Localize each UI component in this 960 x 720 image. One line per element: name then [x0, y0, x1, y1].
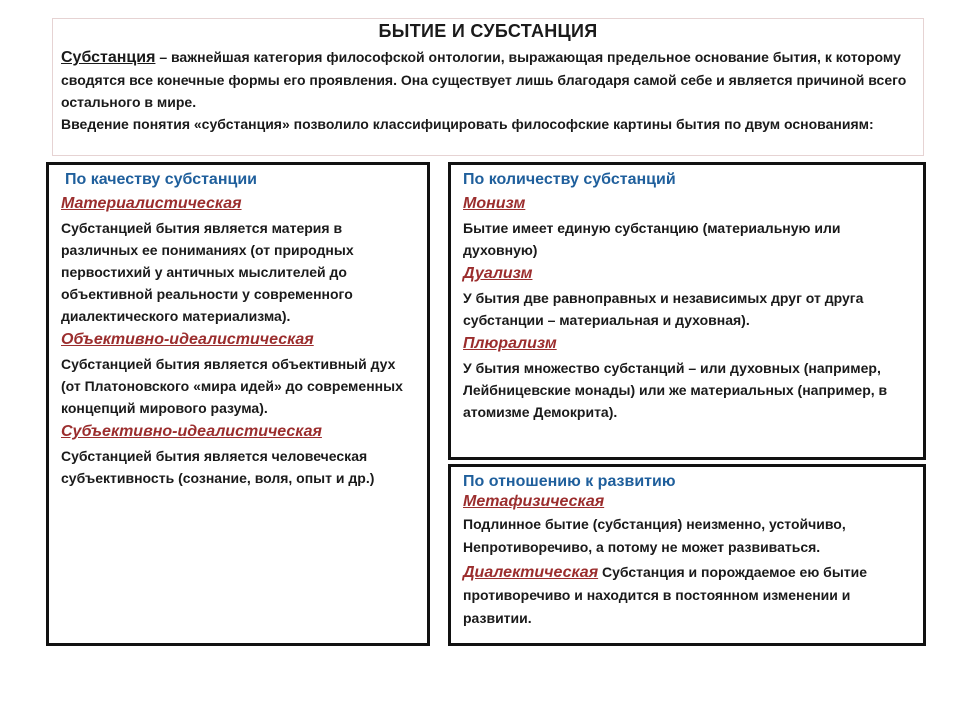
- dialectical-paragraph: [463, 561, 911, 630]
- quality-box: [46, 162, 430, 646]
- subtype-objective-idealist: Объективно-идеалистическая: [61, 331, 314, 348]
- subtype-dualism: Дуализм: [463, 265, 533, 282]
- definition-text: – важнейшая категория философской онтологии, выражающая предельное основание бытия, к которому сводятся все конечные формы его проявления. Она существует лишь благодаря самой себе и является причиной всего остального в мире.: [61, 49, 907, 110]
- definition-paragraph: [61, 46, 915, 113]
- classification-text: Введение понятия «субстанция» позволило классифицировать философские картины бытия по двум основаниям:: [61, 116, 874, 132]
- subtype-subjective-idealist: Субъективно-идеалистическая: [61, 423, 322, 440]
- subtype-subjective-idealist-desc: Субстанцией бытия является человеческая субъективность (сознание, воля, опыт и др.): [61, 448, 375, 486]
- subtype-dialectical-desc: Субстанция и порождаемое ею бытие противоречиво и находится в постоянном изменении и развитии.: [463, 564, 868, 626]
- definition-term: Субстанция: [61, 49, 156, 66]
- intro-block: [52, 18, 924, 156]
- page-title: БЫТИЕ И СУБСТАНЦИЯ: [378, 21, 598, 41]
- development-box: [448, 464, 926, 646]
- subtype-monism: Монизм: [463, 195, 526, 212]
- quality-heading: По качеству субстанции: [65, 171, 257, 188]
- quantity-box: [448, 162, 926, 460]
- subtype-monism-desc: Бытие имеет единую субстанцию (материальную или духовную): [463, 220, 841, 258]
- subtype-metaphysical-desc: Подлинное бытие (субстанция) неизменно, устойчиво, Непротиворечиво, а потому не может развиваться.: [463, 516, 846, 555]
- subtype-metaphysical: Метафизическая: [463, 493, 605, 510]
- subtype-objective-idealist-desc: Субстанцией бытия является объективный дух (от Платоновского «мира идей» до современных концепций мирового разума).: [61, 356, 403, 416]
- subtype-dualism-desc: У бытия две равноправных и независимых друг от друга субстанции – материальная и духовная).: [463, 290, 864, 328]
- development-heading: По отношению к развитию: [463, 473, 676, 490]
- subtype-pluralism-desc: У бытия множество субстанций – или духовных (например, Лейбницевские монады) или же материальных (например, в атомизме Демокрита).: [463, 360, 888, 420]
- subtype-materialist-desc: Субстанцией бытия является материя в различных ее пониманиях (от природных первостихий у античных мыслителей до объективной реальности у современного диалектического материализма).: [61, 220, 354, 324]
- quantity-heading: По количеству субстанций: [463, 171, 676, 188]
- subtype-dialectical: Диалектическая: [463, 564, 599, 581]
- subtype-pluralism: Плюрализм: [463, 335, 557, 352]
- subtype-materialist: Материалистическая: [61, 195, 242, 212]
